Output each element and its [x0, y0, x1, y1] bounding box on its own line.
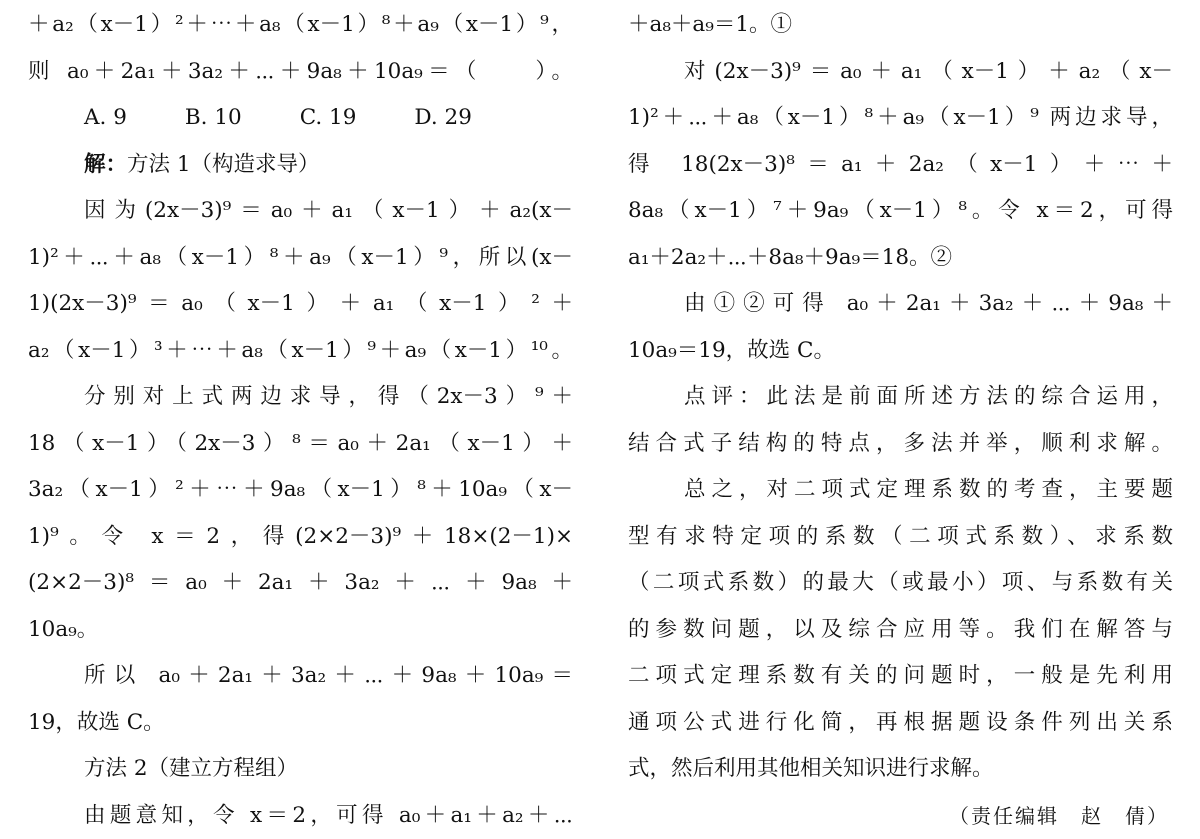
- answer-options: [28, 95, 573, 142]
- text-line: 因为(2x－3)⁹＝a₀＋a₁（x－1）＋a₂(x－: [28, 188, 573, 235]
- left-column: [28, 2, 573, 839]
- text-line: 10a₉。: [28, 607, 573, 654]
- text-line: （二项式系数）的最大（或最小）项、与系数有关: [628, 560, 1173, 607]
- text-line: 通项公式进行化简，再根据题设条件列出关系: [628, 700, 1173, 747]
- text-line: (2×2－3)⁸＝a₀＋2a₁＋3a₂＋⋯＋9a₈＋: [28, 560, 573, 607]
- text-line: 1)(2x－3)⁹＝a₀（x－1）＋a₁（x－1）²＋: [28, 281, 573, 328]
- text-line: 1)²＋⋯＋a₈（x－1）⁸＋a₉（x－1）⁹ 两边求导，: [628, 95, 1173, 142]
- text-line: 的参数问题，以及综合应用等。我们在解答与: [628, 607, 1173, 654]
- text-line: 二项式定理系数有关的问题时，一般是先利用: [628, 653, 1173, 700]
- text-line: 18（x－1）（2x－3）⁸＝a₀＋2a₁（x－1）＋: [28, 421, 573, 468]
- text-line: 19，故选 C。: [28, 700, 573, 747]
- text-line: 对(2x－3)⁹＝a₀＋a₁（x－1）＋a₂（x－: [628, 49, 1173, 96]
- text-line: a₁＋2a₂＋⋯＋8a₈＋9a₉＝18。②: [628, 235, 1173, 282]
- text-line: 3a₂（x－1）²＋⋯＋9a₈（x－1）⁸＋10a₉（x－: [28, 467, 573, 514]
- text-line: 则 a₀＋2a₁＋3a₂＋⋯＋9a₈＋10a₉＝（ ）。: [28, 49, 573, 96]
- solution-label: 解：: [84, 152, 127, 177]
- text-line: 式，然后利用其他相关知识进行求解。: [628, 746, 1173, 793]
- comment-line: 结合式子结构的特点，多法并举，顺利求解。: [628, 421, 1173, 468]
- text-line: 8a₈（x－1）⁷＋9a₉（x－1）⁸。令 x＝2，可得: [628, 188, 1173, 235]
- text-line: ＋a₈＋a₉＝1。①: [628, 2, 1173, 49]
- text-line: 总之，对二项式定理系数的考查，主要题: [628, 467, 1173, 514]
- editor-note: （责任编辑 赵 倩）: [628, 793, 1173, 839]
- text-line: 1)⁹。令 x＝2，得(2×2－3)⁹＋18×(2－1)×: [28, 514, 573, 561]
- option-a: A. 9: [84, 95, 127, 142]
- option-b: B. 10: [185, 95, 242, 142]
- text-line: a₂（x－1）³＋⋯＋a₈（x－1）⁹＋a₉（x－1）¹⁰。: [28, 328, 573, 375]
- text-line: 由题意知，令 x＝2，可得 a₀＋a₁＋a₂＋⋯: [28, 793, 573, 839]
- text-line: 型有求特定项的系数（二项式系数）、求系数: [628, 514, 1173, 561]
- option-d: D. 29: [414, 95, 472, 142]
- text-line: 由①②可得 a₀＋2a₁＋3a₂＋⋯＋9a₈＋: [628, 281, 1173, 328]
- text-line: 分别对上式两边求导，得（2x－3）⁹＋: [28, 374, 573, 421]
- right-column: [628, 2, 1173, 839]
- method-1-title: 方法 1（构造求导）: [127, 152, 320, 177]
- text-line: 1)²＋⋯＋a₈（x－1）⁸＋a₉（x－1）⁹，所以(x－: [28, 235, 573, 282]
- method-1-heading: [28, 142, 573, 189]
- comment-line: 点评：此法是前面所述方法的综合运用，: [628, 374, 1173, 421]
- text-line: ＋a₂（x－1）²＋⋯＋a₈（x－1）⁸＋a₉（x－1）⁹，: [28, 2, 573, 49]
- text-line: 得 18(2x－3)⁸＝a₁＋2a₂（x－1）＋⋯＋: [628, 142, 1173, 189]
- option-c: C. 19: [300, 95, 357, 142]
- text-line: 10a₉＝19，故选 C。: [628, 328, 1173, 375]
- method-2-heading: 方法 2（建立方程组）: [28, 746, 573, 793]
- text-line: 所以 a₀＋2a₁＋3a₂＋⋯＋9a₈＋10a₉＝: [28, 653, 573, 700]
